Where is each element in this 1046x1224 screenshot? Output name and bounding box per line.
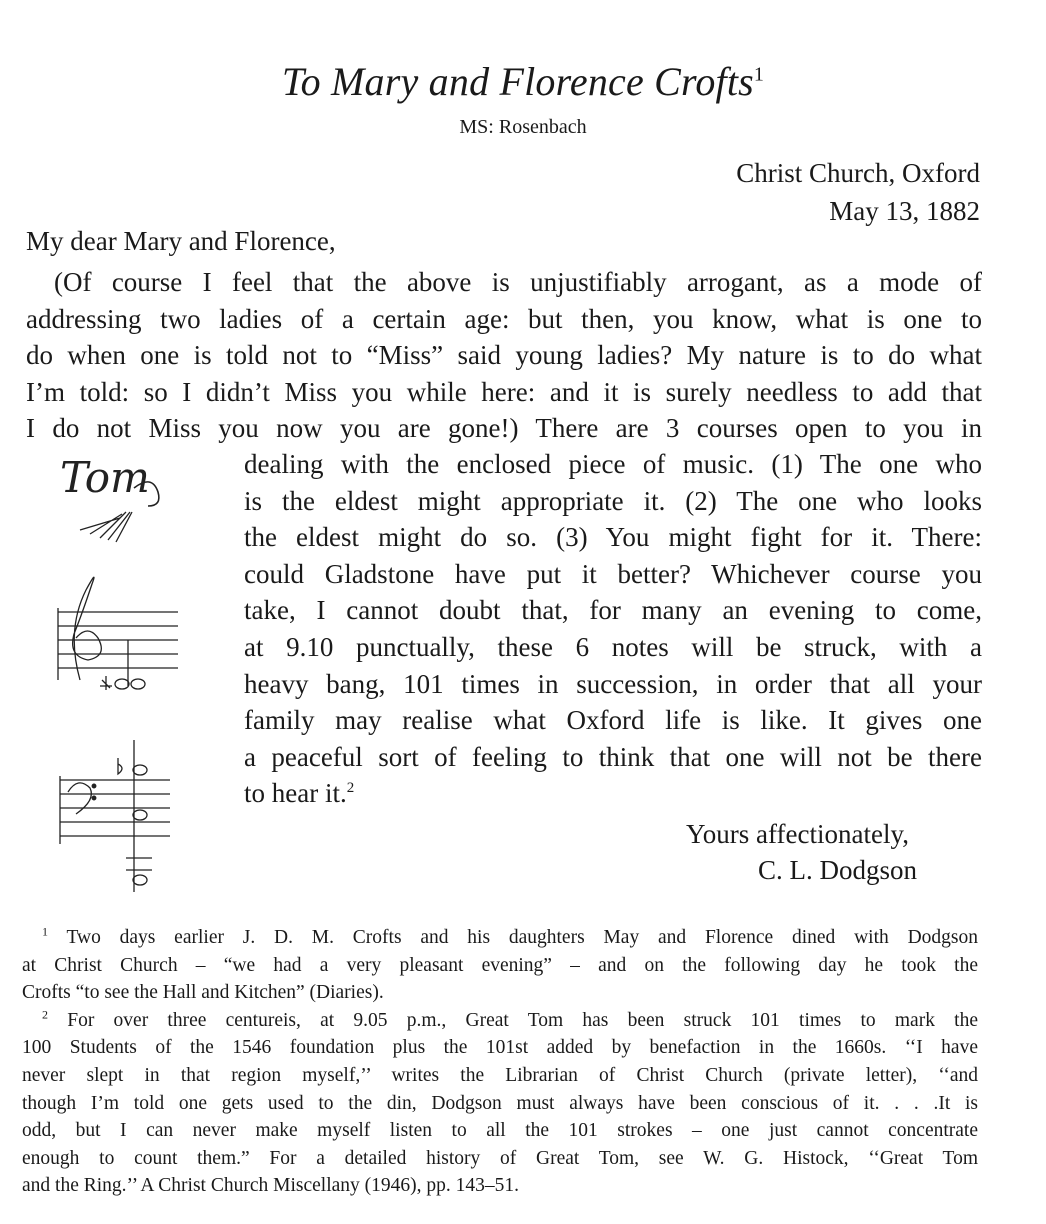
letter-body-music [244,446,982,812]
body-line: I do not Miss you now you are gone!) There are 3 courses open to you in [26,413,982,443]
body-line: could Gladstone have put it better? Whichever course you [244,558,982,589]
letter-title [0,58,1046,105]
bass-staff [60,740,170,892]
footnote-1-line: Crofts “to see the Hall and Kitchen” (Diaries). [22,982,384,1004]
body-line: the eldest might do so. (3) You might fight for it. There: [244,522,982,553]
footnote-2-line: 100 Students of the 1546 foundation plus the 101st added by benefaction in the 1660s. ‘‘I have [22,1037,978,1059]
body-line: is the eldest might appropriate it. (2) The one who looks [244,485,982,516]
body-line-last [244,775,982,812]
footnotes [22,924,978,1200]
footnote-2-line: though I’m told one gets used to the din, Dodgson must always have been conscious of it. . . .It is [22,1092,978,1114]
body-line: heavy bang, 101 times in succession, in order that all your [244,668,982,699]
body-line: family may realise what Oxford life is like. It gives one [244,705,982,736]
body-line: at 9.10 punctually, these 6 notes will be struck, with a [244,631,982,662]
body-line: dealing with the enclosed piece of music. (1) The one who [244,449,982,479]
body-line: I’m told: so I didn’t Miss you while here: and it is surely needless to add that [26,376,982,407]
body-footnote-mark: 2 [346,780,355,797]
letter-body-top [26,264,982,447]
footnote-2-line: and the Ring.’’ A Christ Church Miscellany (1946), pp. 143–51. [22,1175,520,1197]
letter-address-block [736,154,980,230]
footnote-2-line [22,1007,978,1035]
treble-staff [58,577,178,690]
bell-rays-icon [80,512,132,542]
body-line: do when one is told not to “Miss” said young ladies? My nature is to do what [26,340,982,370]
footnote-2-text: For over three centureis, at 9.05 p.m., Great Tom has been struck 101 times to mark the [67,1009,979,1031]
music-sketch [50,440,220,900]
footnote-1-mark: 1 [42,924,48,939]
manuscript-source: MS: Rosenbach [459,116,587,138]
letter-date: May 13, 1882 [829,196,980,226]
footnote-1-line: at Christ Church – “we had a very pleasant evening” – and on the following day he took the [22,954,978,976]
footnote-2-line: enough to count them.” For a detailed history of Great Tom, see W. G. Histock, ‘‘Great Tom [22,1147,978,1169]
signature: C. L. Dodgson [758,855,918,885]
title-text: To Mary and Florence Crofts [281,59,754,104]
letter-address: Christ Church, Oxford [736,158,980,188]
footnote-2-mark: 2 [42,1007,48,1022]
body-line: (Of course I feel that the above is unjustifiably arrogant, as a mode of [54,267,982,297]
footnote-2-line: never slept in that region myself,’’ writes the Librarian of Christ Church (private letter), ‘‘and [22,1064,978,1086]
sketch-label: Tom [60,453,150,502]
title-footnote-mark: 1 [753,63,765,86]
closing-text: Yours affectionately, [686,819,909,849]
body-last-text: to hear it. [244,778,347,809]
letter-closing [686,816,917,888]
body-line: take, I cannot doubt that, for many an evening to come, [244,595,982,626]
body-line: a peaceful sort of feeling to think that one will not be there [244,741,982,772]
body-line: addressing two ladies of a certain age: but then, you know, what is one to [26,303,982,334]
footnote-1-line [22,924,978,952]
letter-salutation: My dear Mary and Florence, [26,226,336,256]
music-sketch-drawing [50,440,220,900]
footnote-1-text: Two days earlier J. D. M. Crofts and his daughters May and Florence dined with Dodgson [66,927,978,948]
footnote-2-line: odd, but I can never make myself listen to all the 101 strokes – one just cannot concentrate [22,1120,978,1142]
